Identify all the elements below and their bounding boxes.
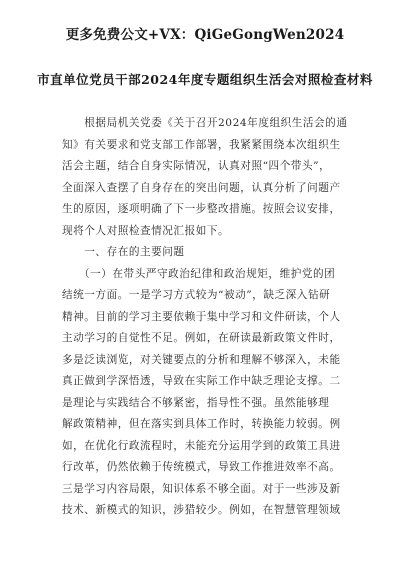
body-line: 精神。目前的学习主要依赖于集中学习和文件研读，个人 — [62, 310, 341, 323]
body-line: 结统一方面。一是学习方式较为“被动”，缺乏深入钻研 — [62, 289, 331, 301]
body-line: （一）在带头严守政治纪律和政治规矩，维护党的团 — [62, 267, 336, 280]
section-heading: 一、存在的主要问题 — [62, 246, 185, 258]
body-line: 解政策精神，但在落实到具体工作时，转换能力较弱。例 — [62, 418, 341, 430]
body-line: 多是泛读浏览，对关键要点的分析和理解不够深入，未能 — [62, 353, 341, 366]
body-line: 生的原因，逐项明确了下一步整改措施。按照会议安排， — [62, 203, 341, 215]
document-title: 市直单位党员干部2024年度专题组织生活会对照检查材料 — [37, 72, 373, 87]
body-line: 行改革，仍然依赖于传统模式，导致工作推进效率不高。 — [62, 461, 341, 473]
body-line: 真正做到学深悟透，导致在实际工作中缺乏理论支撑。二 — [62, 375, 341, 387]
body-line: 技术、新模式的知识，涉猎较少。例如，在智慧管理领域 — [62, 504, 341, 516]
body-line: 活会主题，结合自身实际情况，认真对照“四个带头”， — [62, 160, 331, 172]
watermark-header: 更多免费公文+VX：QiGeGongWen2024 — [65, 27, 345, 43]
body-line: 是理论与实践结合不够紧密，指导性不强。虽然能够理 — [62, 396, 330, 409]
body-line: 三是学习内容局限，知识体系不够全面。对于一些涉及新 — [62, 482, 341, 495]
body-line: 知》有关要求和党支部工作部署，我紧紧围绕本次组织生 — [62, 138, 341, 151]
body-line: 主动学习的自觉性不足。例如，在研读最新政策文件时， — [62, 332, 341, 344]
body-line: 根据局机关党委《关于召开2024年度组织生活会的通 — [62, 117, 348, 129]
body-line: 全面深入查摆了自身存在的突出问题，认真分析了问题产 — [62, 181, 341, 194]
body-line: 现将个人对照检查情况汇报如下。 — [62, 224, 230, 237]
document-body — [62, 113, 357, 522]
body-line: 如，在优化行政流程时，未能充分运用学到的政策工具进 — [62, 439, 341, 452]
